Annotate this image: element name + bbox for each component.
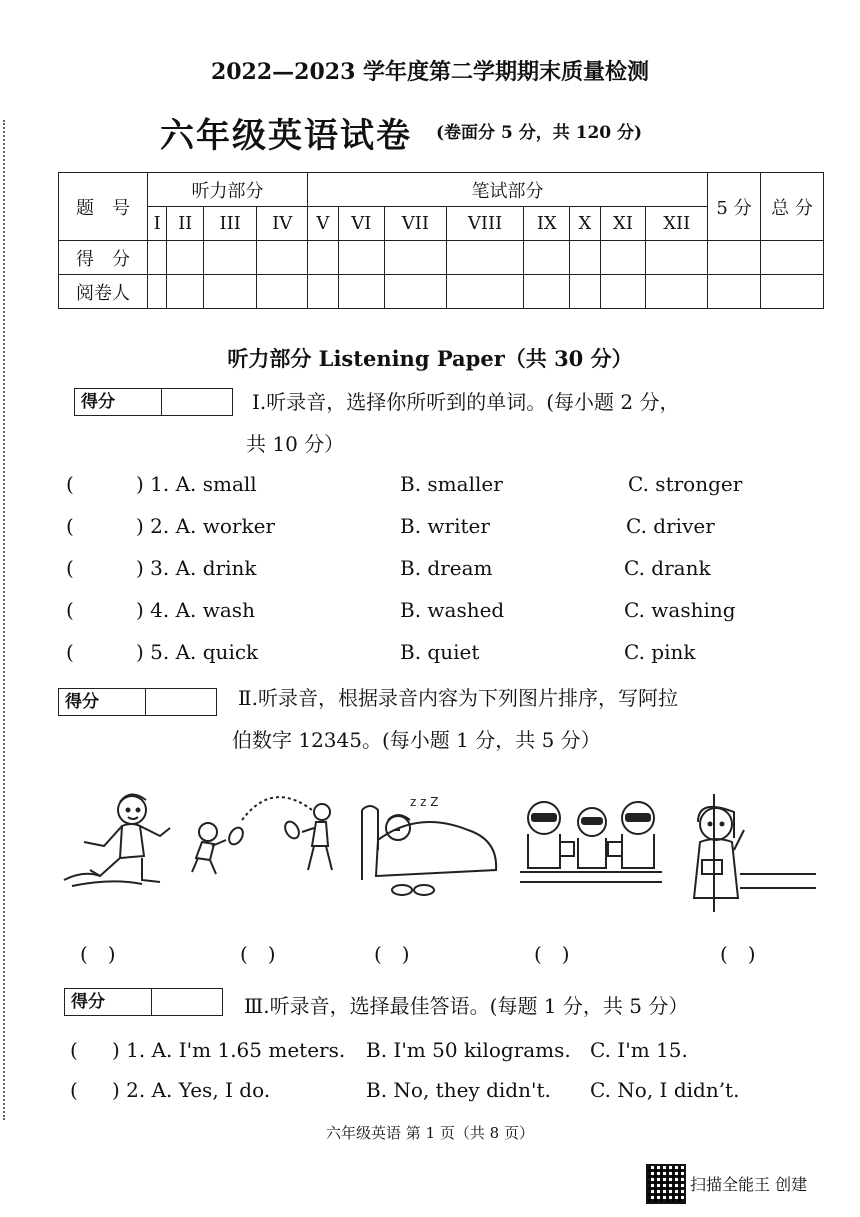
part2-instruction: Ⅱ.听录音，根据录音内容为下列图片排序，写阿拉 [238,686,678,710]
answer-paren[interactable]: ( [66,514,74,538]
numeral-cell: VI [338,207,384,241]
question-option-c: C. washing [624,598,736,622]
listening-header: 听力部分 [148,173,308,207]
score-cell[interactable] [257,241,308,275]
grader-cell[interactable] [600,275,646,309]
numeral-cell: IV [257,207,308,241]
qr-code-icon [646,1164,686,1204]
question-option-c: C. drank [624,556,711,580]
score-cell[interactable] [148,241,167,275]
grader-row-label: 阅卷人 [59,275,148,309]
part1-instruction: Ⅰ.听录音，选择你所听到的单词。(每小题 2 分， [252,390,680,414]
numeral-cell: VIII [446,207,523,241]
paper-score-note: (卷面分 5 分，共 120 分) [436,123,643,143]
listening-section-title: 听力部分 Listening Paper（共 30 分） [227,346,633,371]
numeral-cell: III [203,207,257,241]
grader-cell[interactable] [646,275,708,309]
grader-cell[interactable] [384,275,446,309]
question-number-header: 题 号 [59,173,148,241]
question-option-b: B. writer [400,514,490,538]
answer-paren[interactable]: ( [66,472,74,496]
grader-cell[interactable] [570,275,600,309]
question-option-b: B. quiet [400,640,480,664]
neatness-header: 5 分 [708,173,761,241]
score-cell[interactable] [600,241,646,275]
answer-paren[interactable]: ( [70,1038,78,1062]
question-option-b: B. I'm 50 kilograms. [366,1038,571,1062]
score-cell[interactable] [203,241,257,275]
score-row-label: 得 分 [59,241,148,275]
numeral-cell: II [167,207,203,241]
numeral-cell: VII [384,207,446,241]
numeral-cell: IX [524,207,570,241]
part2-instruction-cont: 伯数字 12345。(每小题 1 分，共 5 分） [232,728,601,752]
score-cell[interactable] [524,241,570,275]
numeral-cell: XI [600,207,646,241]
answer-blank[interactable]: ( ) [240,942,276,966]
grader-cell[interactable] [338,275,384,309]
question-option-b: B. smaller [400,472,503,496]
grader-cell[interactable] [203,275,257,309]
score-box [58,688,217,716]
score-box [64,988,223,1016]
score-table [58,172,824,309]
question-option-c: C. I'm 15. [590,1038,688,1062]
question-option-c: C. stronger [628,472,743,496]
score-box-label: 得分 [75,389,162,415]
exam-title: 2022—2023 学年度第二学期期末质量检测 [210,59,650,85]
teacher-image [680,794,820,912]
badminton-kids-image [188,790,338,890]
score-cell[interactable] [308,241,339,275]
numeral-cell: XII [646,207,708,241]
question-option-c: C. No, I didn’t. [590,1078,740,1102]
grader-cell[interactable] [708,275,761,309]
question-option-a: ) 4. A. wash [136,598,255,622]
cinema-kids-image [516,790,666,890]
answer-blank[interactable]: ( ) [534,942,570,966]
score-box [74,388,233,416]
paper-title: 六年级英语试卷 [160,116,412,156]
question-option-a: ) 1. A. small [136,472,257,496]
score-cell[interactable] [646,241,708,275]
score-cell[interactable] [384,241,446,275]
numeral-cell: I [148,207,167,241]
sleeping-girl-image [358,780,500,896]
question-option-c: C. driver [626,514,715,538]
binding-line [3,120,5,1120]
score-cell[interactable] [761,241,824,275]
page-footer: 六年级英语 第 1 页（共 8 页） [326,1124,534,1142]
grader-cell[interactable] [446,275,523,309]
grader-cell[interactable] [308,275,339,309]
numeral-cell: X [570,207,600,241]
score-box-blank[interactable] [152,989,222,1015]
grader-cell[interactable] [167,275,203,309]
score-cell[interactable] [446,241,523,275]
question-option-a: ) 1. A. I'm 1.65 meters. [112,1038,346,1062]
answer-blank[interactable]: ( ) [374,942,410,966]
question-option-a: ) 2. A. worker [136,514,275,538]
question-option-a: ) 5. A. quick [136,640,259,664]
answer-paren[interactable]: ( [66,556,74,580]
grader-cell[interactable] [257,275,308,309]
score-box-label: 得分 [65,989,152,1015]
question-option-b: B. dream [400,556,493,580]
grader-cell[interactable] [761,275,824,309]
score-box-label: 得分 [59,689,146,715]
written-header: 笔试部分 [308,173,708,207]
svg-text:z z Z: z z Z [410,795,439,809]
question-option-b: B. washed [400,598,505,622]
answer-paren[interactable]: ( [70,1078,78,1102]
part3-instruction: Ⅲ.听录音，选择最佳答语。(每题 1 分，共 5 分） [244,994,689,1018]
score-box-blank[interactable] [146,689,216,715]
skating-boy-image [62,786,178,890]
score-cell[interactable] [708,241,761,275]
answer-paren[interactable]: ( [66,598,74,622]
question-option-c: C. pink [624,640,696,664]
numeral-cell: V [308,207,339,241]
answer-blank[interactable]: ( ) [720,942,756,966]
grader-cell[interactable] [524,275,570,309]
total-header: 总 分 [761,173,824,241]
answer-paren[interactable]: ( [66,640,74,664]
score-box-blank[interactable] [162,389,232,415]
score-cell[interactable] [570,241,600,275]
scanner-watermark: 扫描全能王 创建 [690,1175,808,1194]
answer-blank[interactable]: ( ) [80,942,116,966]
part1-instruction-cont: 共 10 分） [246,432,345,456]
question-option-a: ) 3. A. drink [136,556,257,580]
question-option-b: B. No, they didn't. [366,1078,551,1102]
score-cell[interactable] [167,241,203,275]
score-cell[interactable] [338,241,384,275]
question-option-a: ) 2. A. Yes, I do. [112,1078,271,1102]
grader-cell[interactable] [148,275,167,309]
